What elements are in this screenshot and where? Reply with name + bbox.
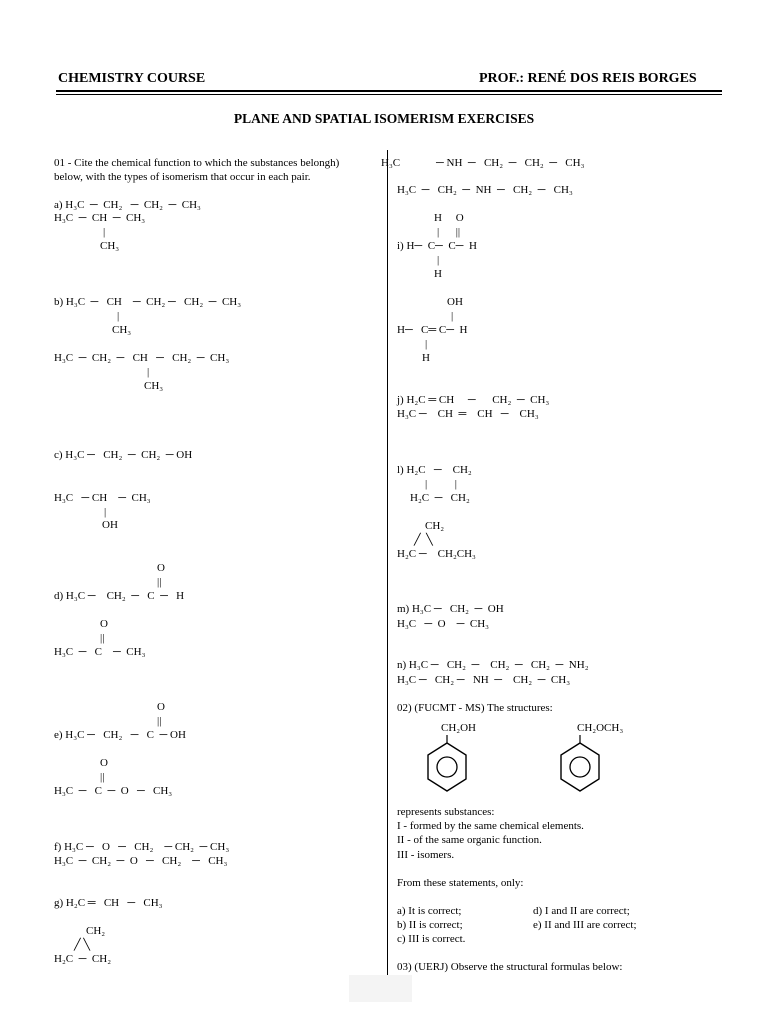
header-course: CHEMISTRY COURSE [58,71,206,86]
formula-e-o1: O [157,701,165,713]
formula-e-dbl1: || [157,715,162,727]
page-footer-block [349,975,412,1002]
formula-d-dbl2: || [100,632,105,644]
formula-m-2: H₃C ─ O ─ CH₃ [397,618,490,630]
formula-m-1: m) H₃C ─ CH₂ ─ OH [397,603,504,615]
formula-a-3: CH₃ [100,240,120,252]
q02-heading: 02) (FUCMT - MS) The structures: [397,702,553,714]
formula-i-6: OH [447,296,463,308]
formula-h-2: ─ NH ─ CH₂ ─ CH₂ ─ CH₃ [436,157,585,169]
option-a: a) It is correct; [397,905,462,917]
formula-l-6: H₂C ─ CH₂CH₃ [397,548,476,560]
benzene-ring-1-icon [424,735,470,795]
benzene-ring-2-icon [557,735,603,795]
formula-d-1: d) H₃C ─ CH₂ ─ C ─ H [54,590,185,602]
formula-l-1: l) H₂C ─ CH₂ [397,464,472,476]
formula-e-2: H₃C ─ C ─ O ─ CH₃ [54,785,173,797]
formula-g-3: H₂C ─ CH₂ [54,953,112,965]
formula-i-3: i) H─ C─ C─ H [397,240,477,252]
option-b: b) II is correct; [397,919,463,931]
formula-b-2: CH₃ [112,324,132,336]
formula-h-3: H₃C ─ CH₂ ─ NH ─ CH₂ ─ CH₃ [397,184,573,196]
formula-i-9: | [425,338,428,350]
formula-e-dbl2: || [100,771,105,783]
formula-n-1: n) H₃C ─ CH₂ ─ CH₂ ─ CH₂ ─ NH₂ [397,659,589,671]
option-d: d) I and II are correct; [533,905,630,917]
formula-l-2: | | [425,478,457,490]
option-c: c) III is correct. [397,933,466,945]
formula-b-4: CH₃ [144,380,164,392]
q01-line2: below, with the types of isomerism that occur in each pair. [54,171,311,183]
q03-heading: 03) (UERJ) Observe the structural formulas below: [397,961,623,973]
formula-b-3: H₃C ─ CH₂ ─ CH ─ CH₂ ─ CH₃ [54,352,230,364]
formula-b-bond1: | [117,310,120,322]
formula-c-bond: | [104,506,107,518]
formula-n-2: H₃C ─ CH₂ ─ NH ─ CH₂ ─ CH₃ [397,674,571,686]
formula-g-ring: ╱ ╲ [74,939,90,951]
formula-j-2: H₃C ─ CH ═ CH ─ CH₃ [397,408,539,420]
structure-2-label: CH₂OCH₃ [577,722,624,734]
formula-g-2: CH₂ [86,925,106,937]
formula-f-1: f) H₃C ─ O ─ CH₂ ─ CH₂ ─ CH₃ [54,841,230,853]
formula-j-1: j) H₂C ═ CH ─ CH₂ ─ CH₃ [397,394,550,406]
statement-iii: III - isomers. [397,849,455,861]
formula-c-3: OH [102,519,118,531]
option-e: e) II and III are correct; [533,919,637,931]
formula-e-1: e) H₃C ─ CH₂ ─ C ─ OH [54,729,186,741]
column-divider [387,150,388,976]
formula-f-2: H₃C ─ CH₂ ─ O ─ CH₂ ─ CH₃ [54,855,228,867]
formula-d-o1: O [157,562,165,574]
formula-h-1: H₃C [381,157,401,169]
formula-d-o2: O [100,618,108,630]
formula-e-o2: O [100,757,108,769]
formula-i-10: H [422,352,430,364]
formula-i-7: | [451,310,454,322]
formula-a-2: H₃C ─ CH ─ CH₃ [54,212,146,224]
formula-c-2: H₃C ─ CH ─ CH₃ [54,492,151,504]
formula-l-4: CH₂ [425,520,445,532]
formula-a-bond: | [103,226,106,238]
header-rule-thin [56,94,722,95]
formula-i-4: | [437,254,440,266]
statement-intro: represents substances: [397,806,495,818]
header-professor: PROF.: RENÉ DOS REIS BORGES [479,71,697,86]
formula-i-5: H [434,268,442,280]
formula-l-3: H₂C ─ CH₂ [410,492,470,504]
formula-i-8: H─ C═ C─ H [397,324,468,336]
q01-line1: 01 - Cite the chemical function to which the substances belongh) [54,157,340,169]
formula-a-1: a) H₃C ─ CH₂ ─ CH₂ ─ CH₃ [54,199,201,211]
statement-ii: II - of the same organic function. [397,834,542,846]
formula-i-2: | || [437,226,461,238]
formula-g-1: g) H₂C ═ CH ─ CH₃ [54,897,163,909]
options-intro: From these statements, only: [397,877,524,889]
formula-c-1: c) H₃C ─ CH₂ ─ CH₂ ─ OH [54,449,193,461]
header-rule-thick [56,90,722,92]
structure-1-label: CH₂OH [441,722,477,734]
page-title: PLANE AND SPATIAL ISOMERISM EXERCISES [233,111,535,126]
formula-d-2: H₃C ─ C ─ CH₃ [54,646,146,658]
formula-i-1: H O [434,212,464,224]
statement-i: I - formed by the same chemical elements. [397,820,584,832]
formula-b-bond2: | [147,366,150,378]
formula-d-dbl1: || [157,576,162,588]
formula-l-5: ╱ ╲ [414,534,433,546]
formula-b-1: b) H₃C ─ CH ─ CH₂ ─ CH₂ ─ CH₃ [54,296,242,308]
